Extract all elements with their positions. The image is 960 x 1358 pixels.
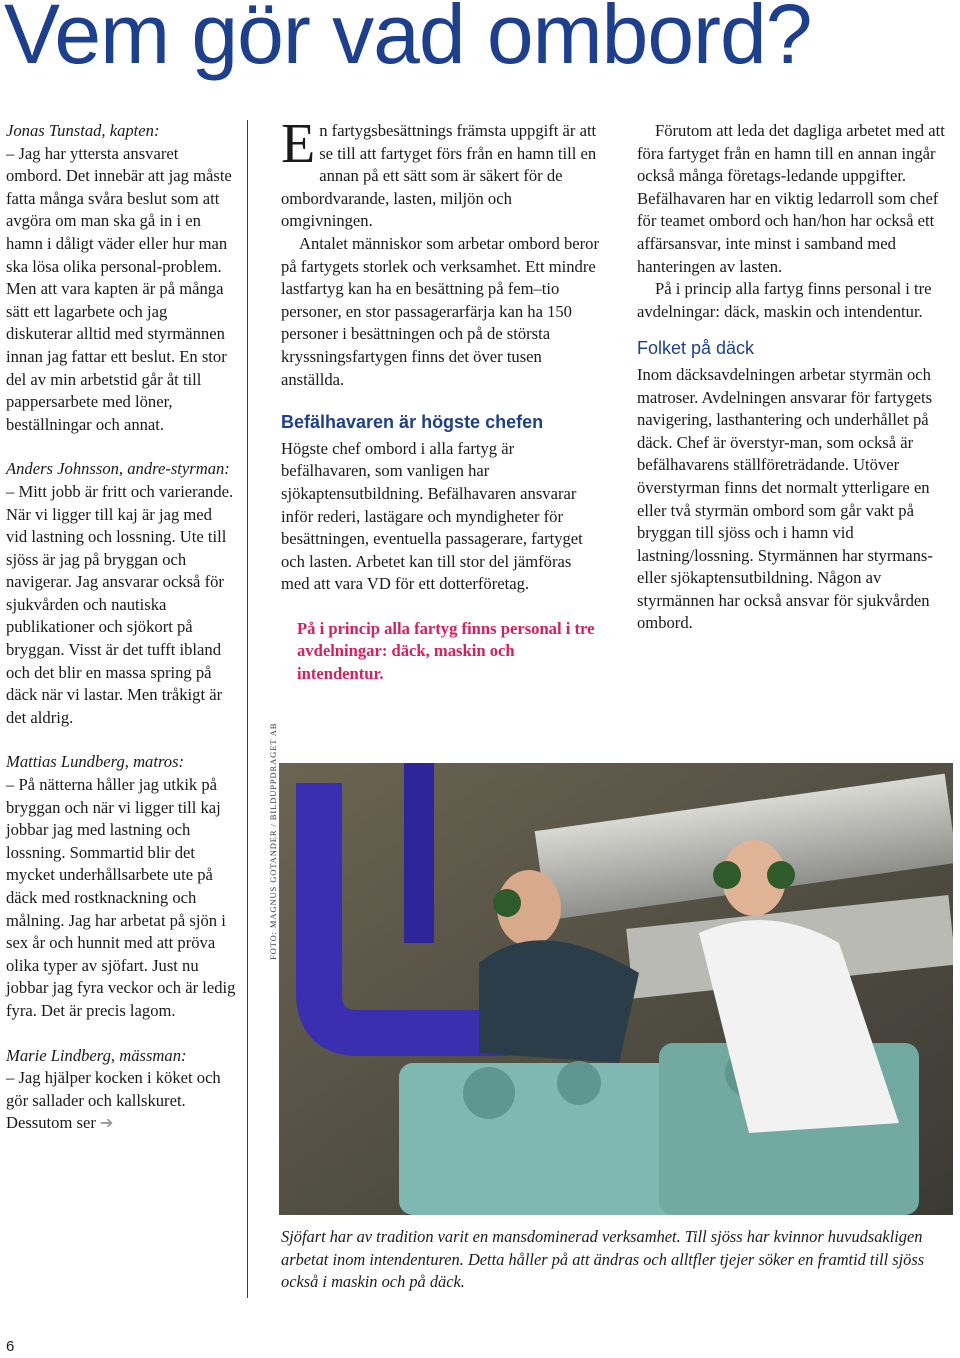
interviewee-name: Marie Lindberg, mässman:	[6, 1045, 187, 1065]
interviews-column	[6, 120, 236, 1135]
article-column-2	[637, 120, 955, 635]
pull-quote: På i princip alla fartyg finns personal i tre avdelningar: däck, maskin och intendentur.	[297, 618, 595, 684]
body-paragraph: Inom däcksavdelningen arbetar styrmän och matroser. Avdelningen ansvarar för fartygets navigering, lasthantering och underhållet på däck. Chef är överstyr-man, som också är befälhavarens ställföreträdande. Utöver överstyrman finns det normalt ytterligare en eller två styrmän ombord som går vakt på bryggan till sjöss och i hamn vid lastning/lossning. Styrmännen har styrmans- eller sjökaptensutbildning. Någon av styrmännen har också ansvar för sjukvården ombord.	[637, 364, 933, 633]
body-paragraph: Förutom att leda det dagliga arbetet med att föra fartyget från en hamn till en annan ingår också många företags-ledande uppgifter. Befälhavaren har en viktig ledarroll som chef för teamet ombord och han/hon har också ett affärsansvar, inte minst i samband med hanteringen av lasten.	[637, 121, 945, 276]
intro-paragraph	[281, 113, 601, 233]
interviewee-name: Anders Johnsson, andre-styrman:	[6, 459, 230, 479]
body-paragraph: Antalet människor som arbetar ombord beror på fartygets storlek och verksamhet. Ett mindre lastfartyg kan ha en besättning på fem–tio personer, en stor passagerarfärja kan ha 150 personer i besättningen och på de största kryssningsfartygen finns det över tusen anställda.	[281, 233, 599, 389]
interview-matros	[6, 751, 236, 1022]
body-paragraph: Högste chef ombord i alla fartyg är befälhavaren, som vanligen har sjökaptensutbildning. Befälhavaren ansvarar inför rederi, lastägare och myndigheter för besättningen, eventuella passagerare, fartyget och lasten. Arbetet kan till stor del jämföras med att vara VD för ett dotterföretag.	[281, 438, 583, 594]
interviewee-name: Jonas Tunstad, kapten:	[6, 121, 160, 140]
column-divider	[247, 120, 248, 1298]
interview-text: – Jag har yttersta ansvaret ombord. Det innebär att jag måste fatta många svåra beslut som att avgöra om man ska gå in i en hamn i dåligt väder eller hur man ska lösa olika personal-problem. Men att vara kapten är på många sätt ett lagarbete och jag diskuterar alltid med styrmännen innan jag fattar ett beslut. En stor del av min arbetstid går åt till pappersarbete med löner, beställningar och annat.	[6, 143, 232, 434]
page-title: Vem gör vad ombord?	[4, 0, 812, 81]
section-heading: Befälhavaren är högste chefen	[281, 412, 544, 433]
interview-massman	[6, 1045, 236, 1135]
article-column-1	[281, 113, 601, 686]
interview-text: – På nätterna håller jag utkik på bryggan och när vi ligger till kaj jobbar jag med lastning och lossning. Sommartid blir det mycket underhållsarbete ute på däck med rostknackning och målning. Jag har arbetat på sjön i sex år och hunnit med att pröva olika typer av sjöfart. Just nu jobbar jag fyra veckor och är ledig fyra. Det är precis lagom.	[6, 775, 236, 1020]
continue-arrow-icon: ➔	[100, 1113, 114, 1133]
interview-text: – Mitt jobb är fritt och varierande. När vi ligger till kaj är jag med vid lastning och lossning. Ute till sjöss är jag på bryggan och navigerar. Jag ansvarar också för sjukvården och nautiska publikationer och sjökort på bryggan. Visst är det tufft ibland och det blir en massa spring på däck när vi lastar. Men tråkigt är det aldrig.	[6, 481, 234, 727]
section-heading: Folket på däck	[637, 338, 755, 359]
photo-caption: Sjöfart har av tradition varit en mansdominerad verksamhet. Till sjöss har kvinnor huvudsakligen arbetat inom intendenturen. Detta håller på att ändras och alltfler tjejer söker en framtid till sjöss också i maskin och på däck.	[281, 1227, 925, 1292]
body-paragraph: På i princip alla fartyg finns personal i tre avdelningar: däck, maskin och intendentur.	[637, 279, 932, 321]
drop-cap: E	[281, 113, 316, 175]
intro-text: n fartygsbesättnings främsta uppgift är att se till att fartyget förs från en hamn till en annan på ett sätt som är säkert för de ombordvarande, lasten, miljön och omgivningen.	[281, 121, 597, 231]
interviewee-name: Mattias Lundberg, matros:	[6, 752, 185, 772]
photo-credit-text: FOTO: MAGNUS GOTANDER / BILDUPPDRAGET AB	[268, 722, 278, 960]
machinery	[399, 1063, 699, 1215]
interview-text: – Jag hjälper kocken i köket och gör sallader och kallskuret. Dessutom ser	[6, 1068, 221, 1133]
engine-room-photo	[279, 763, 953, 1215]
engine-room-illustration	[279, 763, 953, 1215]
interview-kapten	[6, 120, 236, 436]
interview-andrestyrman	[6, 458, 236, 729]
page-number: 6	[6, 1338, 15, 1355]
